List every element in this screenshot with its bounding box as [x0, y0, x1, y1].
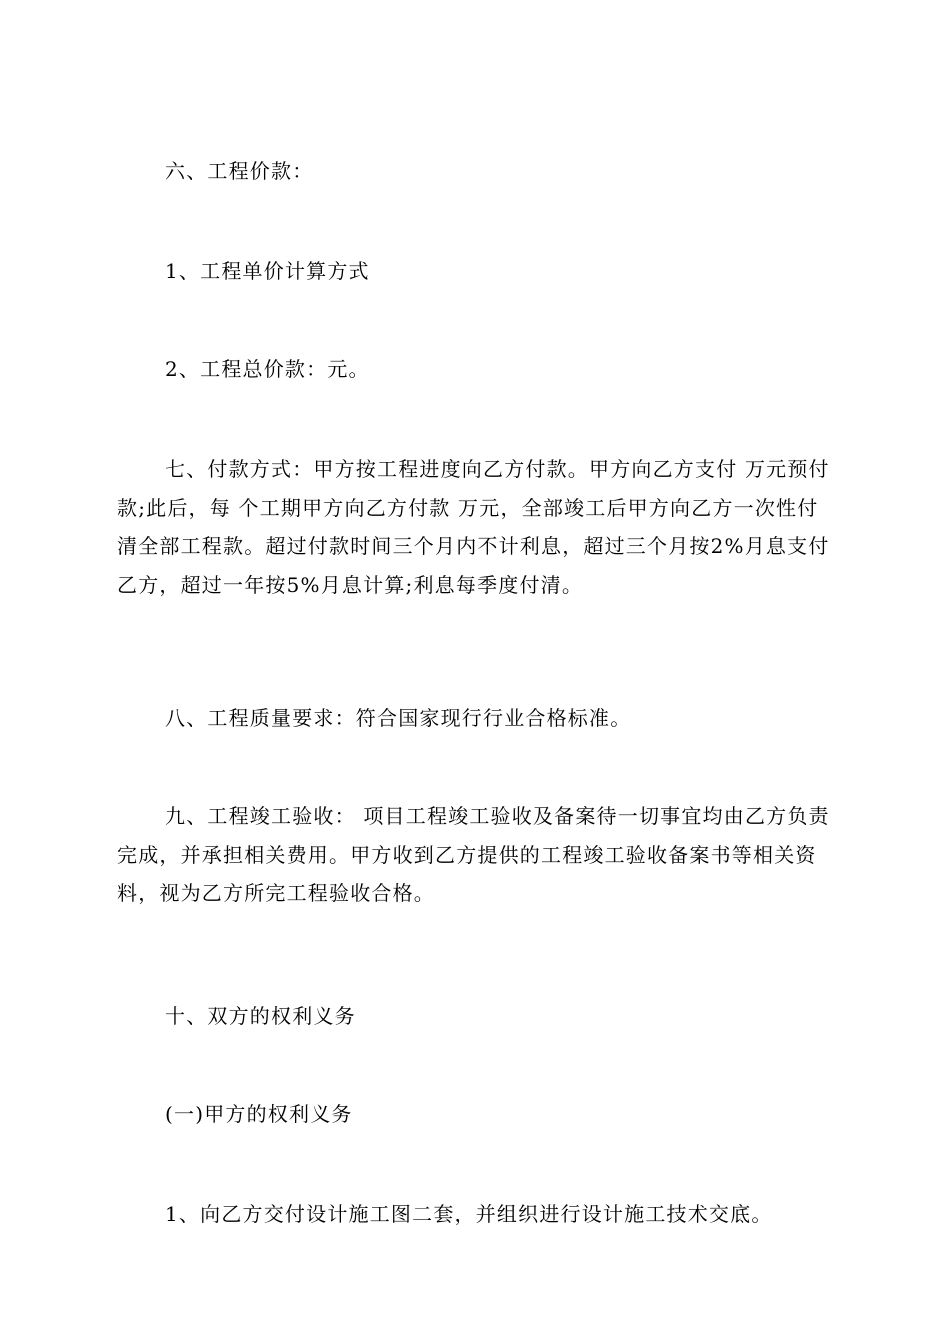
completion-acceptance-paragraph: 九、工程竣工验收： 项目工程竣工验收及备案待一切事宜均由乙方负责完成，并承担相关费用。甲方收到乙方提供的工程竣工验收备案书等相关资料，视为乙方所完工程验收合格。: [117, 804, 830, 905]
section-heading-price: 六、工程价款：: [165, 159, 314, 183]
party-a-subheading: (一)甲方的权利义务: [165, 1102, 353, 1126]
party-a-item-1: 1、向乙方交付设计施工图二套，并组织进行设计施工技术交底。: [165, 1202, 773, 1226]
total-price-item: 2、工程总价款：元。: [165, 357, 370, 381]
payment-method-paragraph: 七、付款方式：甲方按工程进度向乙方付款。甲方向乙方支付 万元预付款;此后，每 个工期甲方向乙方付款 万元，全部竣工后甲方向乙方一次性付清全部工程款。超过付款时间三个月内不计利息，超过三个月按2%月息支付乙方，超过一年按5%月息计算;利息每季度付清。: [117, 457, 830, 597]
quality-requirement-paragraph: 八、工程质量要求：符合国家现行行业合格标准。: [165, 706, 632, 730]
unit-price-item: 1、工程单价计算方式: [165, 259, 370, 283]
rights-obligations-heading: 十、双方的权利义务: [165, 1004, 356, 1028]
